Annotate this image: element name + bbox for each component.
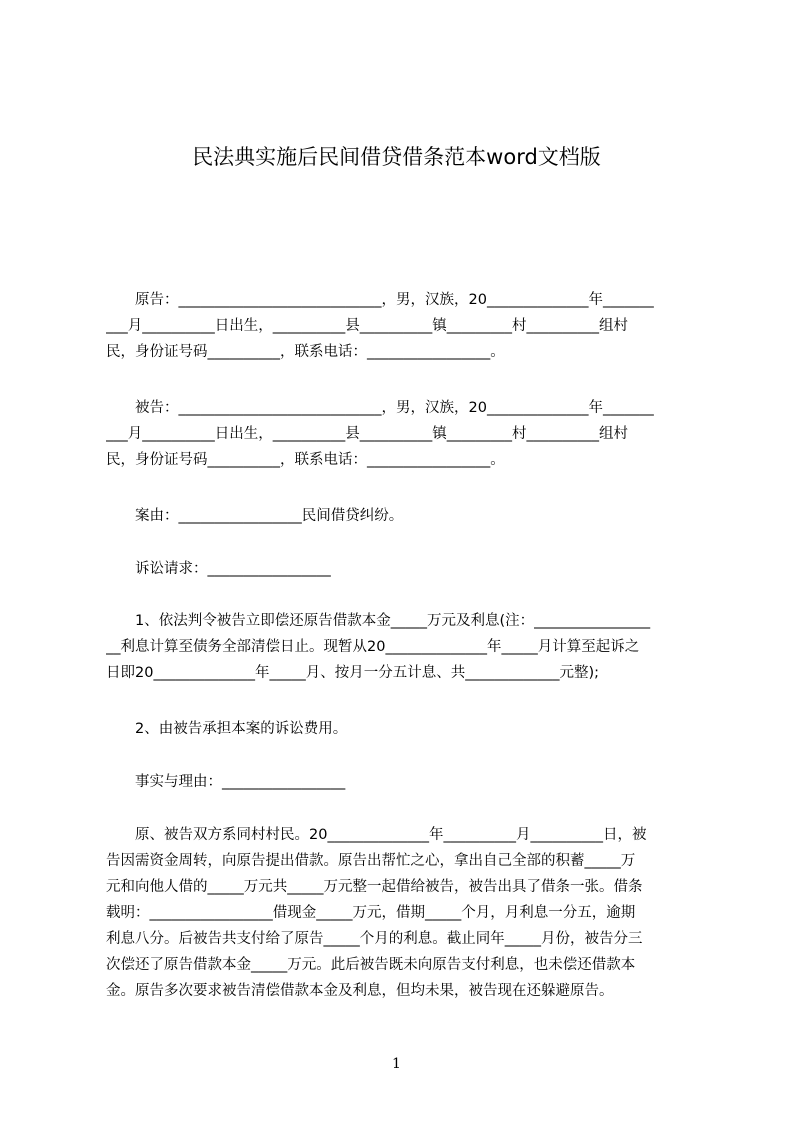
facts-line: 利息八分。后被告共支付给了原告_____个月的利息。截止同年_____月份，被告分三 [106, 931, 643, 947]
defendant-line: 民，身份证号码__________，联系电话：_________________。 [106, 452, 505, 468]
claim-2-line: 2、由被告承担本案的诉讼费用。 [106, 721, 348, 737]
plaintiff-line: 原告：____________________________，男，汉族，20______________年_______ [106, 292, 654, 308]
claim-1-paragraph [106, 608, 702, 686]
facts-paragraph [106, 822, 702, 1004]
plaintiff-line: ___月__________日出生，__________县__________镇_________村__________组村 [106, 318, 628, 334]
cause-line: 案由：_________________民间借贷纠纷。 [106, 508, 404, 524]
facts-line: 金。原告多次要求被告清偿借款本金及利息，但均未果，被告现在还躲避原告。 [106, 983, 614, 999]
claims-heading [106, 556, 702, 582]
defendant-line: ___月__________日出生，__________县__________镇_________村__________组村 [106, 426, 628, 442]
plaintiff-line: 民，身份证号码__________，联系电话：_________________。 [106, 344, 505, 360]
facts-line: 次偿还了原告借款本金_____万元。此后被告既未向原告支付利息，也未偿还借款本 [106, 957, 636, 973]
facts-heading-line: 事实与理由：_________________ [106, 774, 346, 790]
facts-line: 原、被告双方系同村村民。20______________年__________月__________日，被 [106, 827, 647, 843]
cause-paragraph [106, 503, 702, 529]
document-title: 民法典实施后民间借贷借条范本word文档版 [192, 145, 601, 169]
page-number: 1 [392, 1056, 401, 1072]
defendant-paragraph [106, 395, 702, 473]
facts-heading [106, 769, 702, 795]
facts-line: 元和向他人借的_____万元共_____万元整一起借给被告，被告出具了借条一张。借条 [106, 879, 643, 895]
claim-1-line: __利息计算至债务全部清偿日止。现暂从20______________年_____月计算至起诉之 [106, 639, 640, 655]
facts-line: 告因需资金周转，向原告提出借款。原告出帮忙之心，拿出自己全部的积蓄_____万 [106, 853, 636, 869]
claims-heading-line: 诉讼请求：_________________ [106, 561, 331, 577]
claim-2-paragraph [106, 716, 702, 742]
plaintiff-paragraph [106, 287, 702, 365]
facts-line: 载明：_________________借现金_____万元，借期_____个月，月利息一分五，逾期 [106, 905, 636, 921]
defendant-line: 被告：____________________________，男，汉族，20______________年_______ [106, 400, 654, 416]
claim-1-line: 1、依法判令被告立即偿还原告借款本金_____万元及利息(注：________________ [106, 613, 651, 629]
claim-1-line: 日即20______________年_____月、按月一分五计息、共_____________元整); [106, 665, 599, 681]
